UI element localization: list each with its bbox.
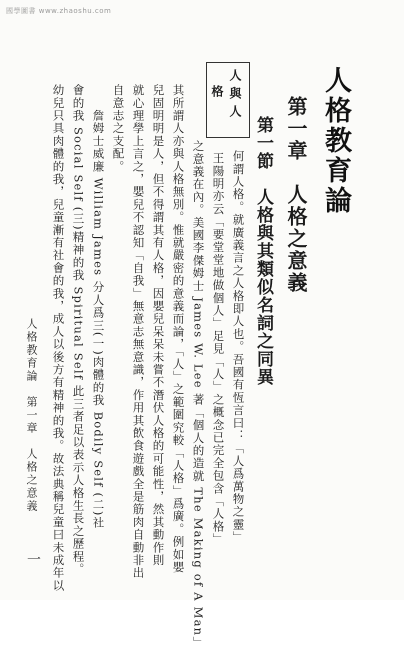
body-column-3: 之意義在內。美國李傑姆士 James W. Lee 著「個人的造就 The Making of A Man」 (191, 140, 206, 649)
margin-note-box (206, 62, 250, 138)
page-number: 一 (25, 552, 41, 568)
body-column-1: 何謂人格。就廣義言之人格即人也。吾國有恆言曰：「人爲萬物之靈」 (231, 150, 246, 544)
body-column-2: 王陽明亦云「要堂堂地做個人」足見「人」之概念已完全包含「人格」 (211, 152, 226, 546)
body-column-7: 自意志之支配。 (111, 84, 126, 173)
watermark: 國學圖書 www.zhaoshu.com (6, 7, 112, 15)
section-heading: 第一節 人格與其類似名詞之同異 (253, 116, 273, 386)
body-column-10: 幼兒只具肉體的我，兒童漸有社會的我，成人以後方有精神的我。故法典稱兒童曰未成年以 (51, 84, 66, 592)
running-footer: 人格教育論 第一章 人格之意義 (25, 318, 38, 513)
body-column-4: 其所謂人亦與人格無別。惟就嚴密的意義而論，「人」之範圍究較「人格」爲廣。例如嬰 (171, 84, 186, 574)
margin-note-line-1: 人與人 (228, 69, 242, 123)
body-column-5: 兒固明明是人，但不得謂其有人格，因嬰兒呆呆未嘗不潛伏人格的可能性，然其動作則 (151, 84, 166, 567)
body-column-8: 詹姆士威廉 William James 分人爲三(一)肉體的我 Bodily Self (二)社 (91, 84, 106, 530)
book-title: 人格教育論 (320, 66, 351, 216)
chapter-heading: 第一章 人格之意義 (284, 96, 308, 294)
body-column-9: 會的我 Social Self (三)精神的我 Spiritual Self 此三者足以表示人格生長之歷程。 (71, 84, 86, 576)
margin-note-line-2: 格 (210, 85, 224, 103)
body-column-6: 就心理學上言之，嬰兒不認知「自我」無意志無意識，作用其飲食遊戲全是筋肉自動非出 (131, 84, 146, 580)
